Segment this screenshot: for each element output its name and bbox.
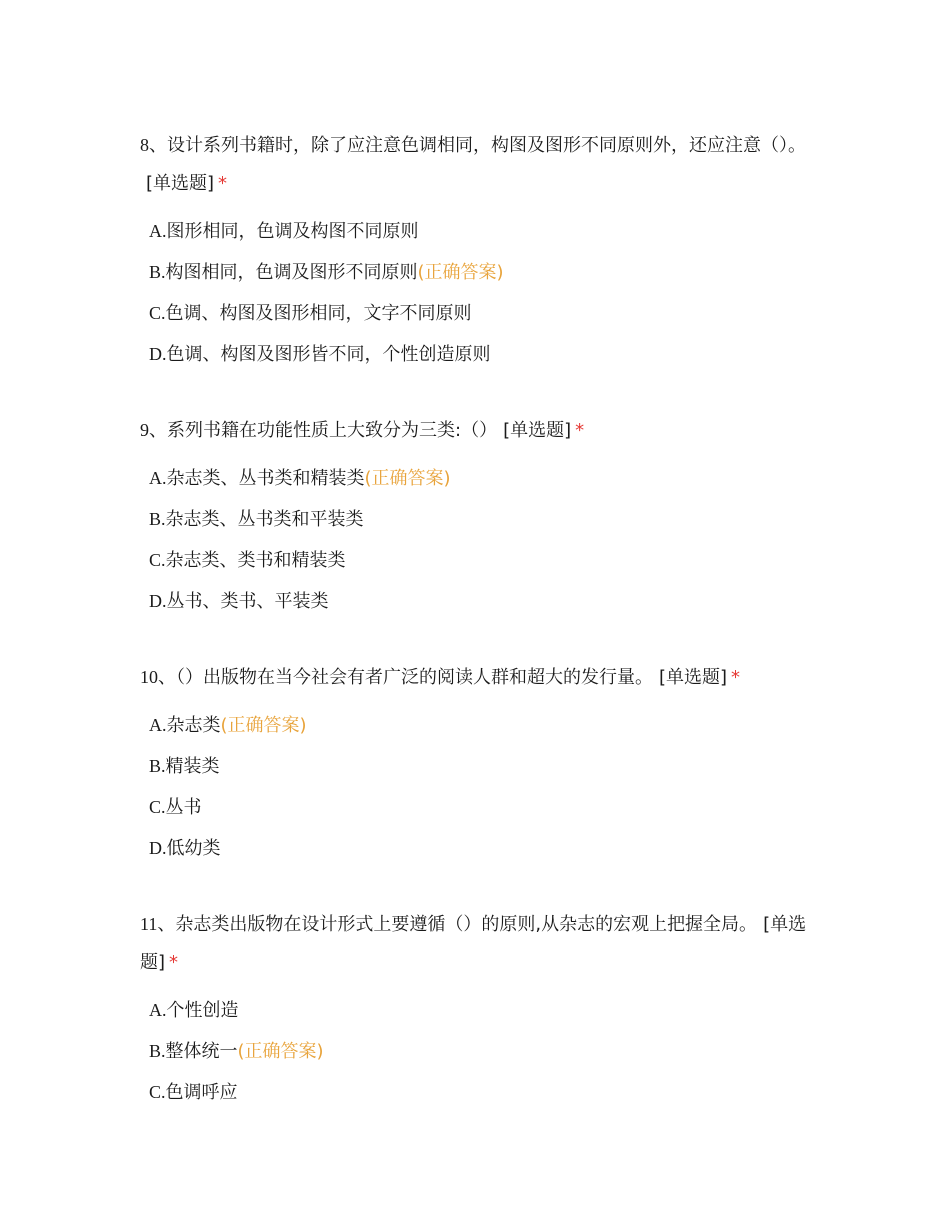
option-text: 图形相同，色调及构图不同原则 [166, 221, 419, 242]
option-letter: A. [149, 715, 167, 735]
required-asterisk: * [169, 952, 179, 973]
question-11 [140, 905, 820, 1113]
option-d[interactable] [140, 828, 820, 869]
option-letter: D. [149, 591, 167, 611]
option-letter: B. [149, 756, 166, 776]
required-asterisk: * [575, 420, 585, 441]
option-text: 杂志类、丛书类和平装类 [165, 509, 364, 530]
option-a[interactable] [140, 705, 820, 746]
question-title [140, 126, 820, 203]
option-d[interactable] [140, 581, 820, 622]
question-title [140, 411, 820, 450]
question-number: 8、 [140, 135, 167, 155]
question-8 [140, 126, 820, 375]
correct-answer-mark: (正确答案) [220, 715, 307, 736]
option-letter: A. [149, 1000, 167, 1020]
option-c[interactable] [140, 540, 820, 581]
option-letter: D. [149, 838, 167, 858]
option-letter: D. [149, 344, 167, 364]
question-number: 10、 [140, 667, 176, 687]
option-text: 精装类 [165, 756, 220, 777]
option-text: 色调、构图及图形相同，文字不同原则 [165, 303, 472, 324]
question-title [140, 658, 820, 697]
option-text: 个性创造 [166, 1000, 239, 1021]
question-title [140, 905, 820, 982]
correct-answer-mark: (正确答案) [237, 1041, 324, 1062]
option-c[interactable] [140, 787, 820, 828]
option-text: 杂志类、类书和精装类 [165, 550, 346, 571]
option-text: 构图相同，色调及图形不同原则 [165, 262, 418, 283]
option-text: 杂志类、丛书类和精装类 [166, 468, 365, 489]
option-letter: B. [149, 262, 166, 282]
option-text: 杂志类 [166, 715, 221, 736]
question-type: [单选题] [146, 173, 215, 194]
option-text: 丛书 [165, 797, 202, 818]
option-text: 色调、构图及图形皆不同，个性创造原则 [166, 344, 491, 365]
question-number: 11、 [140, 914, 176, 934]
option-b[interactable] [140, 1031, 820, 1072]
option-a[interactable] [140, 990, 820, 1031]
option-c[interactable] [140, 1072, 820, 1113]
option-b[interactable] [140, 499, 820, 540]
option-b[interactable] [140, 252, 820, 293]
option-text: 色调呼应 [165, 1082, 238, 1103]
question-10 [140, 658, 820, 869]
question-9 [140, 411, 820, 622]
option-letter: C. [149, 1082, 166, 1102]
question-number: 9、 [140, 420, 167, 440]
question-text: 系列书籍在功能性质上大致分为三类:（） [167, 420, 498, 441]
option-text: 整体统一 [165, 1041, 238, 1062]
option-b[interactable] [140, 746, 820, 787]
option-c[interactable] [140, 293, 820, 334]
questionnaire [140, 126, 820, 1149]
option-text: 低幼类 [166, 838, 221, 859]
option-text: 丛书、类书、平装类 [166, 591, 329, 612]
option-letter: C. [149, 303, 166, 323]
option-letter: A. [149, 221, 167, 241]
correct-answer-mark: (正确答案) [364, 468, 451, 489]
correct-answer-mark: (正确答案) [417, 262, 504, 283]
option-letter: B. [149, 509, 166, 529]
question-type: [单选题] [659, 667, 728, 688]
option-letter: C. [149, 797, 166, 817]
option-letter: C. [149, 550, 166, 570]
question-type: [单选题] [140, 914, 807, 973]
option-a[interactable] [140, 211, 820, 252]
option-letter: A. [149, 468, 167, 488]
question-type: [单选题] [503, 420, 572, 441]
option-d[interactable] [140, 334, 820, 375]
required-asterisk: * [731, 667, 741, 688]
question-text: 杂志类出版物在设计形式上要遵循（）的原则,从杂志的宏观上把握全局。 [175, 914, 758, 935]
required-asterisk: * [218, 173, 228, 194]
question-text: 设计系列书籍时，除了应注意色调相同，构图及图形不同原则外，还应注意（）。 [167, 135, 806, 156]
option-letter: B. [149, 1041, 166, 1061]
option-a[interactable] [140, 458, 820, 499]
question-text: （）出版物在当今社会有者广泛的阅读人群和超大的发行量。 [176, 667, 653, 688]
